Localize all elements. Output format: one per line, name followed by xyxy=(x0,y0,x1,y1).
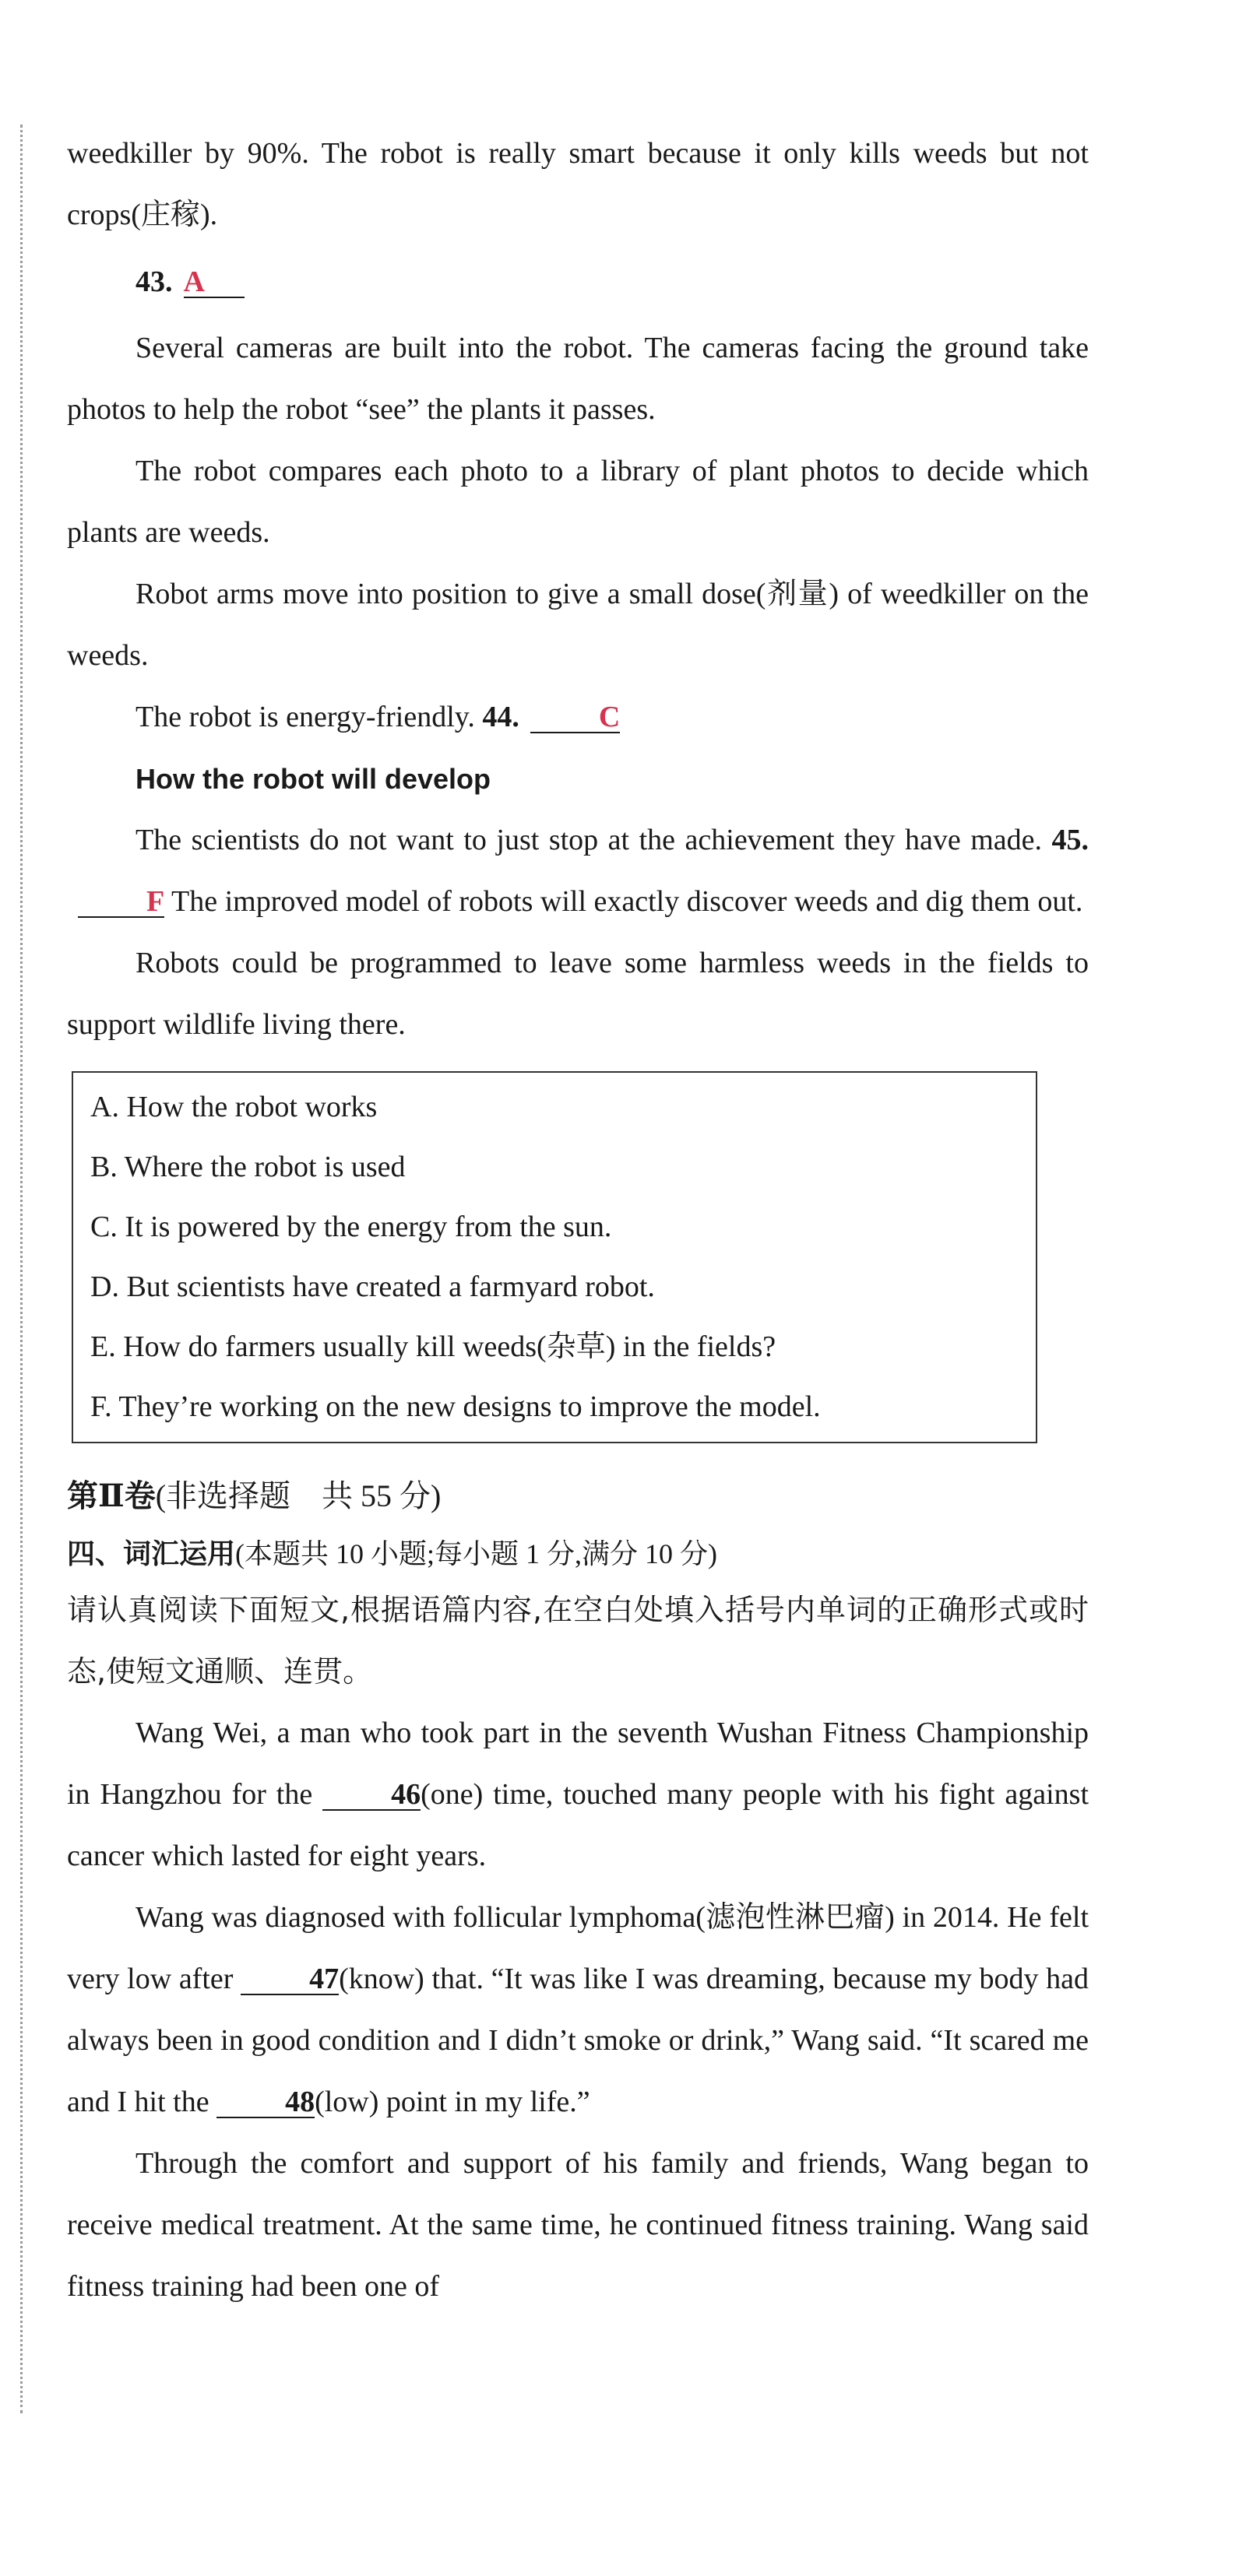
paragraph-library: The robot compares each photo to a library of plant photos to decide which plants are weeds. xyxy=(67,455,1089,549)
binding-margin-line xyxy=(20,125,23,2413)
diagnosed-text-a: Wang was diagnosed with follicular lymphoma(滤泡性淋巴瘤) in 2014. He felt very low after xyxy=(67,1901,1089,1995)
diagnosed-text-c: (low) point in my life.” xyxy=(315,2086,590,2118)
option-f: F. They’re working on the new designs to improve the model. xyxy=(90,1390,821,1423)
paragraph-arms: Robot arms move into position to give a small dose(剂量) of weedkiller on the weeds. xyxy=(67,578,1089,672)
section-2-title-rest: (非选择题 共 55 分) xyxy=(155,1478,442,1513)
paragraph-energy xyxy=(67,687,1089,748)
part-4-heading-rest: (本题共 10 小题;每小题 1 分,满分 10 分) xyxy=(235,1538,717,1569)
paragraph-cameras: Several cameras are built into the robot. The cameras facing the ground take photos to help the robot “see” the plants it passes. xyxy=(67,332,1089,426)
question-44-number: 44. xyxy=(482,701,519,733)
part-4-heading-bold: 四、词汇运用 xyxy=(67,1538,236,1570)
part-4-heading xyxy=(67,1529,1089,1580)
blank-47: 47 xyxy=(241,1964,339,1995)
section-2-title-bold: 第Ⅱ卷 xyxy=(67,1478,156,1513)
part-4-instruction: 请认真阅读下面短文,根据语篇内容,在空白处填入括号内单词的正确形式或时态,使短文通顺、连贯。 xyxy=(67,1593,1089,1689)
paragraph-programmed: Robots could be programmed to leave some harmless weeds in the fields to support wildlife living there. xyxy=(67,947,1089,1041)
paragraph-comfort: Through the comfort and support of his family and friends, Wang began to receive medical treatment. At the same time, he continued fitness training. Wang said fitness training had been one of xyxy=(67,2147,1089,2303)
paragraph-wang-wei xyxy=(67,1703,1089,1887)
option-b: B. Where the robot is used xyxy=(90,1151,406,1183)
wang-wei-text-b: (one) time, touched many people with his fight against cancer which lasted for eight years. xyxy=(67,1778,1089,1872)
heading-develop: How the robot will develop xyxy=(136,763,491,795)
option-e: E. How do farmers usually kill weeds(杂草) in the fields? xyxy=(90,1330,776,1363)
blank-46: 46 xyxy=(322,1780,421,1811)
paragraph-scientists xyxy=(67,810,1089,933)
option-c: C. It is powered by the energy from the sun. xyxy=(90,1211,612,1243)
paragraph-diagnosed xyxy=(67,1887,1089,2133)
scientists-text-a: The scientists do not want to just stop at the achievement they have made. xyxy=(136,824,1042,856)
paragraph-weedkiller: weedkiller by 90%. The robot is really smart because it only kills weeds but not crops(庄稼). xyxy=(67,137,1089,231)
question-43-number: 43. xyxy=(136,265,173,298)
question-43 xyxy=(67,246,1089,318)
option-d: D. But scientists have created a farmyard robot. xyxy=(90,1270,655,1303)
answer-43: A xyxy=(184,267,245,298)
section-2-title xyxy=(67,1464,1089,1529)
energy-text: The robot is energy-friendly. xyxy=(136,701,475,733)
wang-wei-text-a: Wang Wei, a man who took part in the seventh Wushan Fitness Championship in Hangzhou for the xyxy=(67,1717,1089,1811)
diagnosed-text-b: (know) that. “It was like I was dreaming, because my body had always been in good condition and I didn’t smoke or drink,” Wang said. “It scared me and I hit the xyxy=(67,1963,1089,2118)
option-a: A. How the robot works xyxy=(90,1091,378,1123)
scientists-text-b: The improved model of robots will exactly discover weeds and dig them out. xyxy=(171,885,1083,918)
blank-48: 48 xyxy=(216,2087,315,2118)
question-45-number: 45. xyxy=(1051,824,1089,856)
options-box xyxy=(72,1071,1037,1443)
answer-45: F xyxy=(78,887,164,918)
document-page xyxy=(67,123,1089,2318)
answer-44: C xyxy=(530,702,620,733)
